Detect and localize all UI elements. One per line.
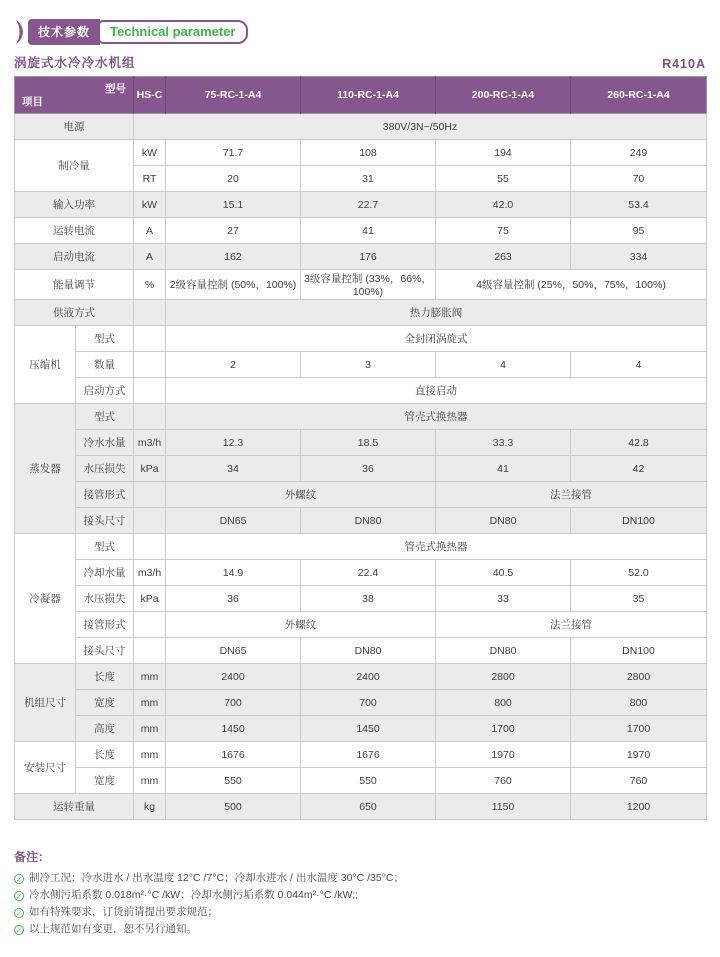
table-cell: 41 — [301, 218, 436, 244]
table-cell: DN100 — [571, 638, 707, 664]
table-cell: 18.5 — [301, 430, 436, 456]
unit-cell: kg — [134, 794, 166, 820]
sub-label: 宽度 — [76, 768, 134, 794]
table-cell: 1970 — [436, 742, 571, 768]
unit-cell — [134, 404, 166, 430]
check-circle-icon: ✓ — [15, 909, 23, 918]
table-cell: 760 — [571, 768, 707, 794]
table-cell: 700 — [166, 690, 301, 716]
table-cell: 249 — [571, 140, 707, 166]
table-cell: 4级容量控制 (25%，50%，75%，100%) — [436, 270, 707, 300]
table-cell: 800 — [436, 690, 571, 716]
badge-en-label: Technical parameter — [98, 20, 247, 44]
unit-cell: RT — [134, 166, 166, 192]
table-header-row — [15, 77, 707, 114]
remarks-title: 备注： — [14, 850, 51, 864]
unit-cell: kW — [134, 140, 166, 166]
sub-label: 型式 — [76, 534, 134, 560]
table-cell: 35 — [571, 586, 707, 612]
value-cell: 直接启动 — [166, 378, 707, 404]
row-liquid-supply — [15, 300, 707, 326]
unit-cell — [134, 378, 166, 404]
row-condenser-type — [15, 534, 707, 560]
table-cell: 53.4 — [571, 192, 707, 218]
table-cell: 22.4 — [301, 560, 436, 586]
table-cell: 2400 — [301, 664, 436, 690]
sub-label: 型式 — [76, 326, 134, 352]
row-condenser-pressure — [15, 586, 707, 612]
table-cell: 33 — [436, 586, 571, 612]
table-cell: 14.9 — [166, 560, 301, 586]
table-cell: 4 — [571, 352, 707, 378]
table-cell: 70 — [571, 166, 707, 192]
row-label: 制冷量 — [15, 140, 134, 192]
remark-text: 以上规范如有变更，恕不另行通知。 — [29, 923, 197, 935]
row-compressor-type — [15, 326, 707, 352]
table-cell: 1200 — [571, 794, 707, 820]
table-cell: 108 — [301, 140, 436, 166]
refrigerant-label: R410A — [662, 57, 706, 71]
row-condenser-flow — [15, 560, 707, 586]
table-cell: 500 — [166, 794, 301, 820]
table-cell: 36 — [301, 456, 436, 482]
row-unit-length — [15, 664, 707, 690]
table-cell: 36 — [166, 586, 301, 612]
series-header: HS-C — [134, 77, 166, 114]
unit-cell: kPa — [134, 586, 166, 612]
model-header-200: 200-RC-1-A4 — [436, 77, 571, 114]
sub-label: 长度 — [76, 742, 134, 768]
table-cell: 外螺纹 — [166, 482, 436, 508]
table-cell: 1150 — [436, 794, 571, 820]
sub-label: 高度 — [76, 716, 134, 742]
table-cell: DN80 — [301, 638, 436, 664]
table-cell: 法兰接管 — [436, 482, 707, 508]
unit-cell — [134, 326, 166, 352]
table-cell: DN100 — [571, 508, 707, 534]
unit-cell — [134, 352, 166, 378]
row-unit-height — [15, 716, 707, 742]
row-cooling-capacity-kw — [15, 140, 707, 166]
row-install-width — [15, 768, 707, 794]
table-cell: 1700 — [571, 716, 707, 742]
row-install-length — [15, 742, 707, 768]
unit-cell: mm — [134, 690, 166, 716]
table-cell: 95 — [571, 218, 707, 244]
row-weight — [15, 794, 707, 820]
group-label: 压缩机 — [15, 326, 76, 404]
table-cell: 334 — [571, 244, 707, 270]
table-cell: 71.7 — [166, 140, 301, 166]
row-unit-width — [15, 690, 707, 716]
row-power-supply — [15, 114, 707, 140]
row-evaporator-flow — [15, 430, 707, 456]
table-cell: 55 — [436, 166, 571, 192]
table-cell: 1700 — [436, 716, 571, 742]
tech-params-badge — [14, 20, 706, 44]
remark-text: 如有特殊要求，订货前请提出要求规范； — [29, 906, 218, 918]
model-header-110: 110-RC-1-A4 — [301, 77, 436, 114]
sub-label: 接头尺寸 — [76, 508, 134, 534]
table-cell: 263 — [436, 244, 571, 270]
row-label: 能量调节 — [15, 270, 134, 300]
table-cell: DN80 — [301, 508, 436, 534]
sub-label: 水压损失 — [76, 586, 134, 612]
row-capacity-control — [15, 270, 707, 300]
value-cell: 热力膨胀阀 — [166, 300, 707, 326]
table-cell: 4 — [436, 352, 571, 378]
group-label: 冷凝器 — [15, 534, 76, 664]
table-cell: 1676 — [166, 742, 301, 768]
sub-label: 接管形式 — [76, 612, 134, 638]
table-cell: 42 — [571, 456, 707, 482]
unit-cell: kPa — [134, 456, 166, 482]
sub-label: 水压损失 — [76, 456, 134, 482]
table-cell: 22.7 — [301, 192, 436, 218]
unit-cell — [134, 638, 166, 664]
unit-cell: mm — [134, 768, 166, 794]
sub-label: 型式 — [76, 404, 134, 430]
value-cell: 380V/3N~/50Hz — [134, 114, 707, 140]
row-condenser-joint — [15, 638, 707, 664]
table-cell: 2800 — [571, 664, 707, 690]
check-circle-icon: ✓ — [15, 892, 23, 901]
sub-label: 长度 — [76, 664, 134, 690]
row-compressor-qty — [15, 352, 707, 378]
row-compressor-start — [15, 378, 707, 404]
sub-label: 宽度 — [76, 690, 134, 716]
table-cell: 38 — [301, 586, 436, 612]
row-evaporator-type — [15, 404, 707, 430]
table-cell: 194 — [436, 140, 571, 166]
table-cell: DN65 — [166, 508, 301, 534]
corner-item-label: 项目 — [22, 96, 43, 108]
table-cell: 34 — [166, 456, 301, 482]
sub-label: 接头尺寸 — [76, 638, 134, 664]
table-cell: 3级容量控制 (33%，66%，100%) — [301, 270, 436, 300]
subtitle-row — [14, 53, 706, 71]
row-condenser-connection — [15, 612, 707, 638]
group-label: 蒸发器 — [15, 404, 76, 534]
unit-cell — [134, 612, 166, 638]
table-cell: 550 — [301, 768, 436, 794]
remarks-section — [14, 848, 706, 938]
row-evaporator-connection — [15, 482, 707, 508]
value-cell: 全封闭涡旋式 — [166, 326, 707, 352]
model-header-260: 260-RC-1-A4 — [571, 77, 707, 114]
row-label: 运转电流 — [15, 218, 134, 244]
table-cell: 1970 — [571, 742, 707, 768]
table-cell: 41 — [436, 456, 571, 482]
table-cell: 33.3 — [436, 430, 571, 456]
table-cell: DN80 — [436, 508, 571, 534]
table-cell: 12.3 — [166, 430, 301, 456]
row-label: 输入功率 — [15, 192, 134, 218]
unit-cell: A — [134, 244, 166, 270]
spec-table — [14, 76, 707, 820]
unit-cell — [134, 482, 166, 508]
table-cell: 2800 — [436, 664, 571, 690]
table-cell: 75 — [436, 218, 571, 244]
table-cell: 2级容量控制 (50%，100%) — [166, 270, 301, 300]
unit-cell: mm — [134, 716, 166, 742]
table-cell: 42.0 — [436, 192, 571, 218]
table-cell: DN65 — [166, 638, 301, 664]
row-starting-current — [15, 244, 707, 270]
unit-cell: % — [134, 270, 166, 300]
unit-cell: m3/h — [134, 430, 166, 456]
table-cell: 2400 — [166, 664, 301, 690]
remark-text: 冷水侧污垢系数 0.018m²·°C /kW；冷却水侧污垢系数 0.044m²·°C /kW;; — [29, 889, 359, 901]
unit-cell — [134, 508, 166, 534]
unit-cell: mm — [134, 742, 166, 768]
unit-cell: A — [134, 218, 166, 244]
row-evaporator-joint — [15, 508, 707, 534]
table-cell: DN80 — [436, 638, 571, 664]
badge-cn-label: 技术参数 — [28, 19, 100, 45]
row-running-current — [15, 218, 707, 244]
remark-item — [14, 904, 706, 921]
table-cell: 2 — [166, 352, 301, 378]
unit-cell: m3/h — [134, 560, 166, 586]
group-label: 安装尺寸 — [15, 742, 76, 794]
badge-crescent-icon — [14, 20, 26, 44]
table-cell: 外螺纹 — [166, 612, 436, 638]
table-cell: 52.0 — [571, 560, 707, 586]
remark-item — [14, 870, 706, 887]
sub-label: 启动方式 — [76, 378, 134, 404]
table-cell: 800 — [571, 690, 707, 716]
sub-label: 冷水水量 — [76, 430, 134, 456]
corner-model-label: 型号 — [105, 83, 126, 95]
table-cell: 1450 — [301, 716, 436, 742]
sub-label: 冷却水量 — [76, 560, 134, 586]
unit-cell: mm — [134, 664, 166, 690]
row-label: 启动电流 — [15, 244, 134, 270]
check-circle-icon: ✓ — [15, 926, 23, 935]
table-cell: 1676 — [301, 742, 436, 768]
table-cell: 1450 — [166, 716, 301, 742]
table-cell: 法兰接管 — [436, 612, 707, 638]
model-header-75: 75-RC-1-A4 — [166, 77, 301, 114]
value-cell: 管壳式换热器 — [166, 534, 707, 560]
table-cell: 27 — [166, 218, 301, 244]
table-cell: 162 — [166, 244, 301, 270]
table-cell: 31 — [301, 166, 436, 192]
table-cell: 20 — [166, 166, 301, 192]
table-cell: 3 — [301, 352, 436, 378]
unit-cell: kW — [134, 192, 166, 218]
value-cell: 管壳式换热器 — [166, 404, 707, 430]
table-cell: 42.8 — [571, 430, 707, 456]
row-label: 电源 — [15, 114, 134, 140]
remark-text: 制冷工况：冷水进水 / 出水温度 12°C /7°C；冷却水进水 / 出水温度 30°C /35°C； — [29, 872, 405, 884]
table-cell: 40.5 — [436, 560, 571, 586]
remark-item — [14, 887, 706, 904]
row-label: 供液方式 — [15, 300, 134, 326]
sub-label: 接管形式 — [76, 482, 134, 508]
table-cell: 176 — [301, 244, 436, 270]
corner-cell — [15, 77, 134, 114]
unit-cell — [134, 534, 166, 560]
unit-cell — [134, 300, 166, 326]
sub-label: 数量 — [76, 352, 134, 378]
row-input-power — [15, 192, 707, 218]
table-cell: 700 — [301, 690, 436, 716]
table-cell: 760 — [436, 768, 571, 794]
group-label: 机组尺寸 — [15, 664, 76, 742]
table-cell: 550 — [166, 768, 301, 794]
table-cell: 15.1 — [166, 192, 301, 218]
check-circle-icon: ✓ — [15, 875, 23, 884]
table-cell: 650 — [301, 794, 436, 820]
row-evaporator-pressure — [15, 456, 707, 482]
product-title: 涡旋式水冷冷水机组 — [14, 56, 136, 70]
row-label: 运转重量 — [15, 794, 134, 820]
remark-item — [14, 921, 706, 938]
